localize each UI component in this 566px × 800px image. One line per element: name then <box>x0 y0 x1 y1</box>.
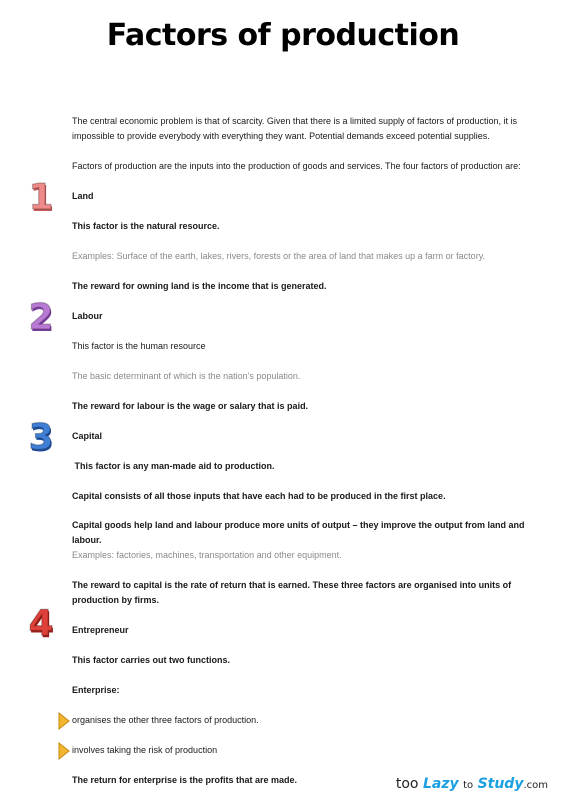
land-reward: The reward for owning land is the income that is generated. <box>72 281 327 291</box>
arrow-bullet-icon <box>58 742 70 760</box>
logo-word-too: too <box>395 776 419 792</box>
land-examples: Examples: Surface of the earth, lakes, rivers, forests or the area of land that makes up a farm or factory. <box>72 251 486 261</box>
capital-examples: Examples: factories, machines, transportation and other equipment. <box>72 550 342 560</box>
page-title: Factors of production <box>106 18 460 53</box>
logo-word-lazy: Lazy <box>422 776 459 792</box>
capital-definition: This factor is any man-made aid to production. <box>72 461 275 471</box>
number-two-badge: 2 <box>28 297 54 338</box>
land-heading: Land <box>72 191 94 201</box>
arrow-bullet-icon <box>58 712 70 730</box>
intro-paragraph: The central economic problem is that of scarcity. Given that there is a limited supply of factors of production, it is impossible to provide everybody with everything they want. Potential demands exceed potential supplies. <box>72 116 518 141</box>
labour-reward: The reward for labour is the wage or salary that is paid. <box>72 401 309 411</box>
brand-logo <box>396 776 548 792</box>
logo-word-study: Study <box>477 776 524 792</box>
land-definition: This factor is the natural resource. <box>72 221 220 231</box>
bullet-item: organises the other three factors of production. <box>72 715 259 725</box>
logo-word-to: to <box>463 780 474 791</box>
capital-goods: Capital goods help land and labour produce more units of output – they improve the output from land and labour. <box>72 520 525 545</box>
intro-list-lead: Factors of production are the inputs into the production of goods and services. The four factors of production are: <box>72 161 521 171</box>
number-four-badge: 4 <box>28 603 54 644</box>
number-three-badge: 3 <box>28 417 54 458</box>
number-one-badge: 1 <box>28 177 54 218</box>
labour-definition: This factor is the human resource <box>72 341 206 351</box>
bullet-item: involves taking the risk of production <box>72 745 218 755</box>
enterprise-label: Enterprise: <box>72 685 120 695</box>
entrepreneur-reward: The return for enterprise is the profits that are made. <box>72 775 298 785</box>
entrepreneur-heading: Entrepreneur <box>72 625 129 635</box>
capital-inputs: Capital consists of all those inputs that have each had to be produced in the first place. <box>72 491 446 501</box>
labour-heading: Labour <box>72 311 103 321</box>
labour-note: The basic determinant of which is the nation's population. <box>72 371 301 381</box>
capital-heading: Capital <box>72 431 103 441</box>
logo-word-com: .com <box>523 780 548 791</box>
capital-reward: The reward to capital is the rate of return that is earned. These three factors are organised into units of production by firms. <box>72 580 512 605</box>
entrepreneur-definition: This factor carries out two functions. <box>72 655 231 665</box>
